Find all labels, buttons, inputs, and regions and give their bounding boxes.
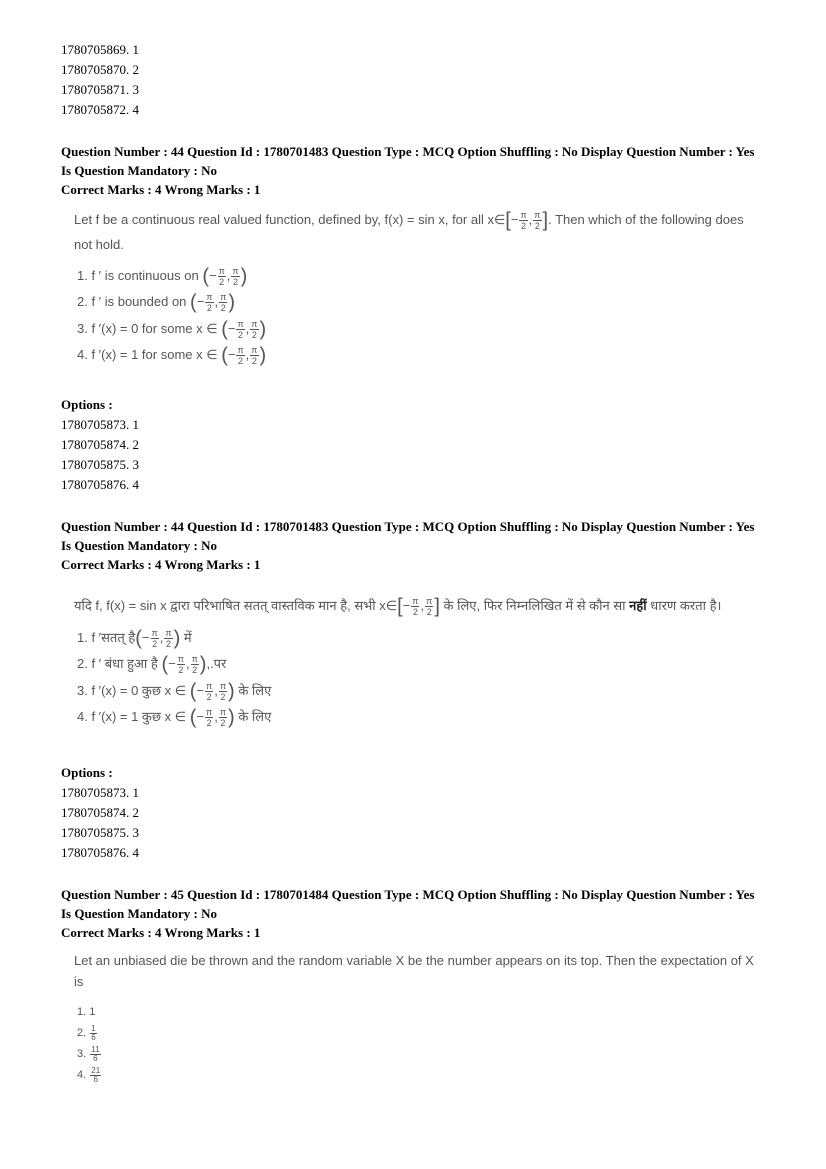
choice-1: 1. f ′सतत् है(− $\frac{\pi}{2}$ , $\frac{\pi}{2}$ ) में	[77, 627, 192, 650]
choice-2: 2. f ′ बंधा हुआ है (− $\frac{\pi}{2}$ , $\frac{\pi}{2}$ ),.पर	[77, 653, 227, 676]
top-options-list	[61, 40, 781, 120]
q44-en-header	[61, 142, 781, 199]
option-row: 1780705875. 3	[61, 825, 139, 840]
choice-2: 2. f ′ is bounded on (− $\frac{\pi}{2}$ , $\frac{\pi}{2}$ )	[77, 291, 236, 314]
marks-line: Correct Marks : 4 Wrong Marks : 1	[61, 925, 261, 940]
marks-line: Correct Marks : 4 Wrong Marks : 1	[61, 182, 261, 197]
mandatory-flag: Is Question Mandatory : No	[61, 538, 218, 553]
choice-3: 3. $\frac{11}{6}$	[77, 1044, 100, 1063]
question-meta: Question Number : 44 Question Id : 1780701483 Question Type : MCQ Option Shuffling : No Display Question Number : Yes	[61, 144, 755, 159]
option-row: 1780705876. 4	[61, 477, 139, 492]
choice-3: 3. f ′(x) = 0 for some x ∈ (− $\frac{\pi}{2}$ , $\frac{\pi}{2}$ )	[77, 318, 267, 341]
q45-question-image	[74, 950, 774, 1086]
marks-line: Correct Marks : 4 Wrong Marks : 1	[61, 557, 261, 572]
choice-1: 1. f ′ is continuous on (− $\frac{\pi}{2}$ , $\frac{\pi}{2}$ )	[77, 265, 248, 288]
option-row: 1780705873. 1	[61, 417, 139, 432]
option-row: 1780705872. 4	[61, 102, 139, 117]
option-row: 1780705871. 3	[61, 82, 139, 97]
q44-en-options	[61, 395, 781, 495]
question-stem: Let f be a continuous real valued function, defined by, f(x) = sin x, for all x∈[− $\frac{\pi}{2}$ , $\frac{\pi}{2}$ ]. Then which of the following does	[74, 209, 744, 232]
question-meta: Question Number : 45 Question Id : 1780701484 Question Type : MCQ Option Shuffling : No Display Question Number : Yes	[61, 887, 755, 902]
q45-header	[61, 885, 781, 942]
mandatory-flag: Is Question Mandatory : No	[61, 163, 218, 178]
option-row: 1780705874. 2	[61, 437, 139, 452]
options-label: Options :	[61, 397, 113, 412]
choice-3: 3. f ′(x) = 0 कुछ x ∈ (− $\frac{\pi}{2}$ , $\frac{\pi}{2}$ ) के लिए	[77, 680, 272, 703]
question-meta: Question Number : 44 Question Id : 1780701483 Question Type : MCQ Option Shuffling : No Display Question Number : Yes	[61, 519, 755, 534]
question-stem-cont: not hold.	[74, 236, 124, 252]
q44-en-question-image	[74, 208, 774, 369]
mandatory-flag: Is Question Mandatory : No	[61, 906, 218, 921]
choice-4: 4. $\frac{21}{6}$	[77, 1065, 101, 1084]
q44-hi-options	[61, 763, 781, 863]
choice-1: 1. 1	[77, 1006, 96, 1018]
question-stem: यदि f, f(x) = sin x द्वारा परिभाषित सतत् वास्तविक मान है, सभी x∈[− $\frac{\pi}{2}$ , $\frac{\pi}{2}$ ] के लिए, फिर निम्नलिखित में से कौन सा नहीं धारण करता है।	[74, 595, 722, 618]
option-row: 1780705873. 1	[61, 785, 139, 800]
q44-hi-question-image	[74, 594, 774, 731]
choice-2: 2. $\frac{1}{6}$	[77, 1023, 96, 1042]
choice-4: 4. f ′(x) = 1 for some x ∈ (− $\frac{\pi}{2}$ , $\frac{\pi}{2}$ )	[77, 344, 267, 367]
option-row: 1780705869. 1	[61, 42, 139, 57]
question-stem: Let an unbiased die be thrown and the random variable X be the number appears on its top. Then the expectation of X	[74, 953, 754, 968]
options-label: Options :	[61, 765, 113, 780]
choice-4: 4. f ′(x) = 1 कुछ x ∈ (− $\frac{\pi}{2}$ , $\frac{\pi}{2}$ ) के लिए	[77, 706, 272, 729]
option-row: 1780705870. 2	[61, 62, 139, 77]
option-row: 1780705874. 2	[61, 805, 139, 820]
question-stem-cont: is	[74, 974, 84, 989]
option-row: 1780705876. 4	[61, 845, 139, 860]
option-row: 1780705875. 3	[61, 457, 139, 472]
q44-hi-header	[61, 517, 781, 574]
